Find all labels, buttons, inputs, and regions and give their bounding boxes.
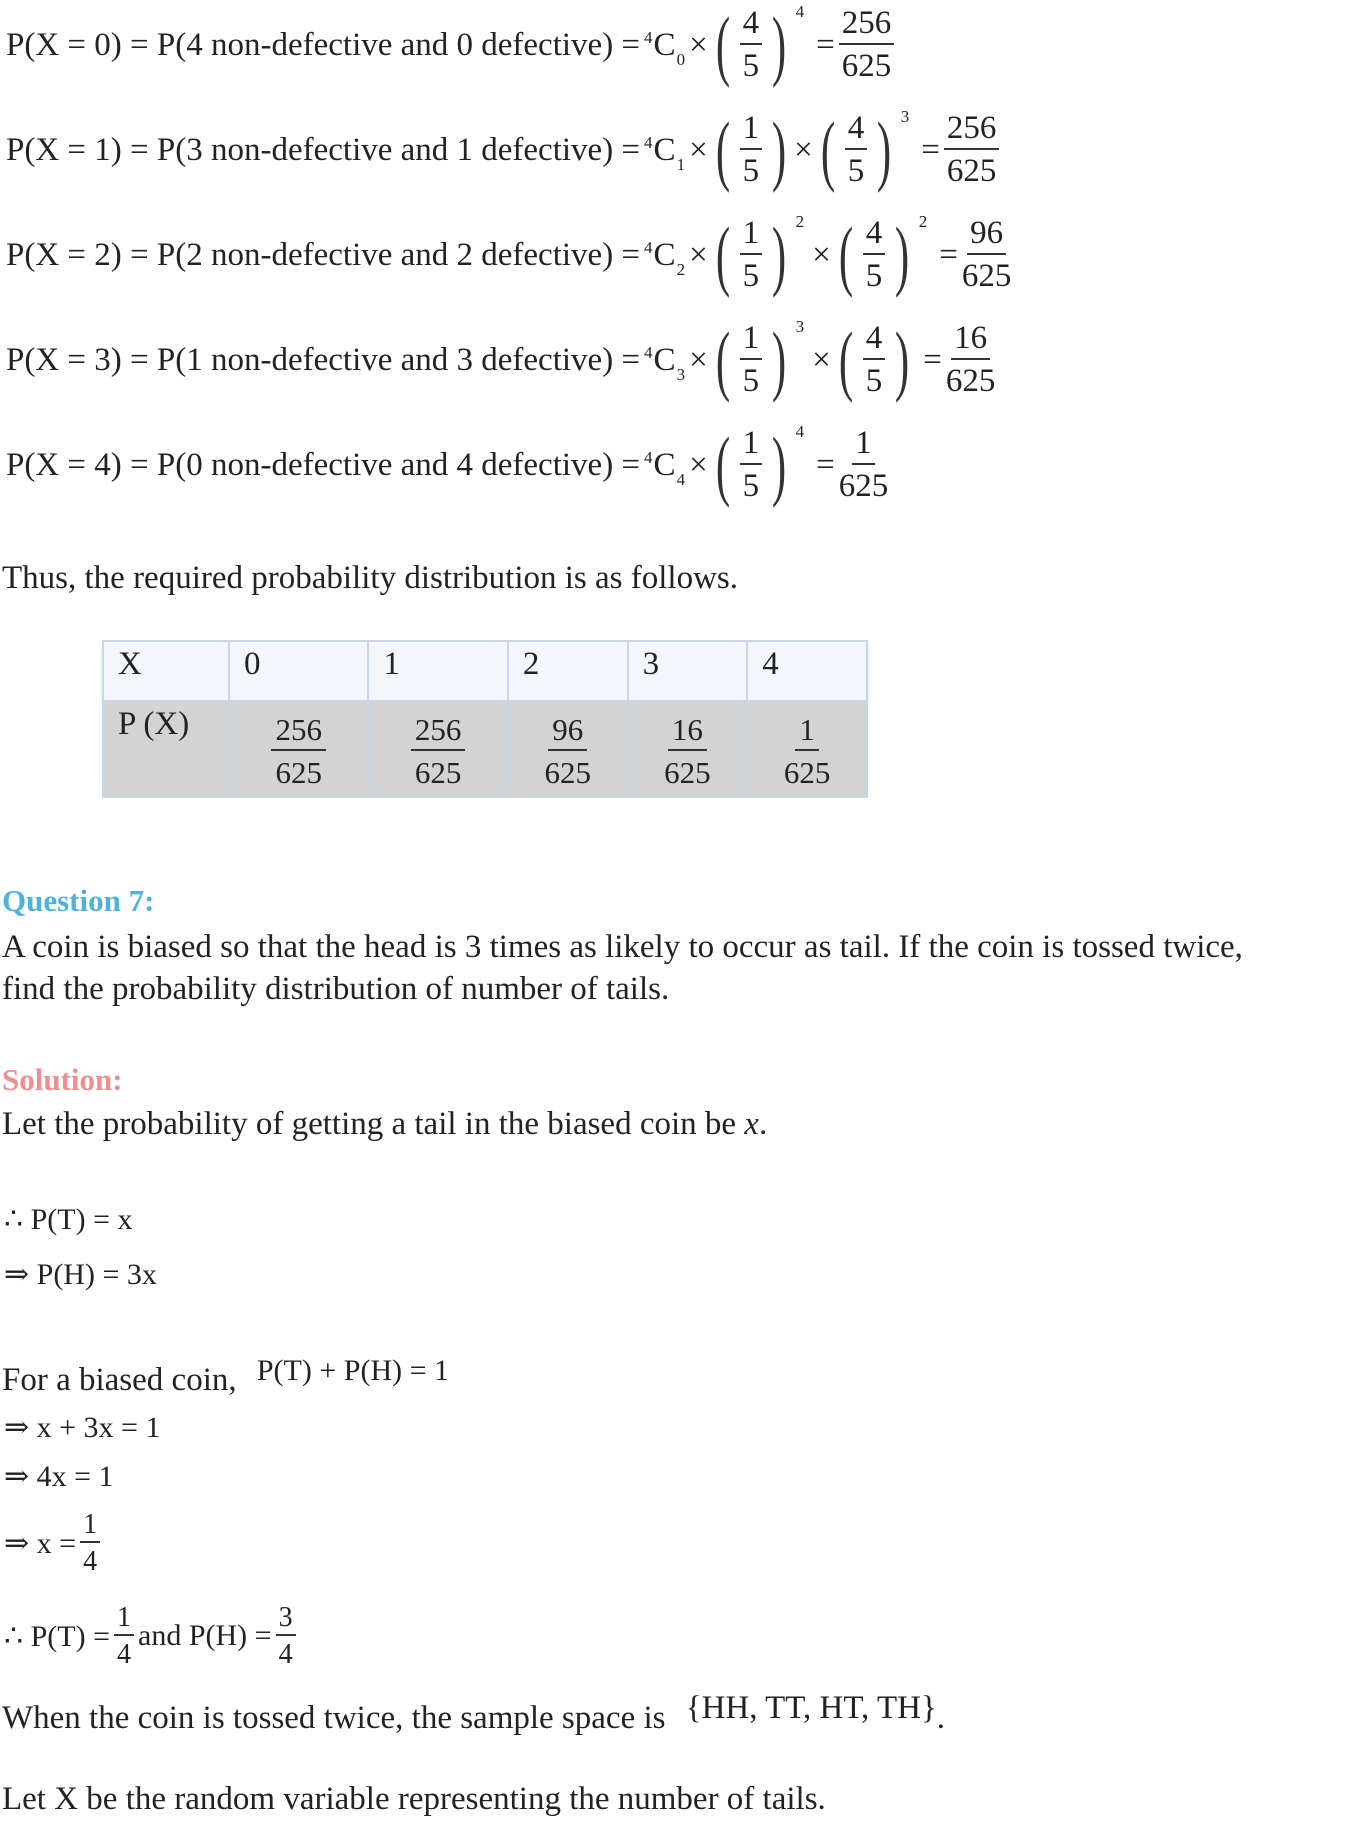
table-row — [103, 701, 867, 797]
table-cell: 2 — [508, 641, 628, 701]
fraction-power: ( $\frac{4}{5}$ ) 3 — [820, 106, 910, 193]
result-fraction: $\frac{16}{625}$ — [945, 320, 996, 399]
solution-line-1: Let the probability of getting a tail in the biased coin be x. — [2, 1106, 768, 1142]
result-fraction: $\frac{1}{625}$ — [838, 425, 889, 504]
fraction-power: ( $\frac{1}{5}$ ) 2 — [715, 211, 805, 298]
fraction-power: ( $\frac{1}{5}$ ) — [715, 106, 787, 193]
step-p-head: ⇒ P(H) = 3x — [4, 1258, 157, 1291]
question-line-1: A coin is biased so that the head is 3 times as likely to occur as tail. If the coin is tossed twice, — [2, 929, 1243, 965]
table-cell: 4 — [747, 641, 867, 701]
distribution-table — [102, 640, 868, 798]
step-x-value: ⇒ x = $\frac{1}{4}$ — [4, 1510, 104, 1577]
random-variable-line: Let X be the random variable representing the number of tails. — [2, 1781, 826, 1817]
question-line-2: find the probability distribution of number of tails. — [2, 971, 670, 1007]
equation-lhs: P(X = 4) = P(0 non-defective and 4 defective) = — [6, 446, 641, 483]
table-cell: $\frac{96}{625}$ — [508, 701, 628, 797]
sample-space-line: When the coin is tossed twice, the sample space is {HH, TT, HT, TH}. — [2, 1690, 946, 1736]
combination: 4 C 1 — [644, 131, 686, 174]
table-cell: $\frac{256}{625}$ — [368, 701, 507, 797]
equation-lhs: P(X = 2) = P(2 non-defective and 2 defective) = — [6, 236, 641, 273]
table-row — [103, 641, 867, 701]
combination: 4 C 4 — [644, 446, 686, 489]
combination: 4 C 0 — [644, 26, 686, 69]
fraction-power: ( $\frac{1}{5}$ ) 4 — [715, 421, 805, 508]
equation-lhs: P(X = 3) = P(1 non-defective and 3 defective) = — [6, 341, 641, 378]
combination: 4 C 2 — [644, 236, 686, 279]
table-header-label: X — [103, 641, 229, 701]
combination: 4 C 3 — [644, 341, 686, 384]
equation-p4: P(X = 4) = P(0 non-defective and 4 defective) = 4 C 4 × ( $\frac{1}{5}$ ) 4 = $\frac{1}{625}$ — [6, 421, 889, 508]
result-fraction: $\frac{256}{625}$ — [839, 6, 895, 83]
fraction-power: ( $\frac{4}{5}$ ) — [838, 316, 910, 403]
table-row-label: P (X) — [103, 701, 229, 797]
equation-p3: P(X = 3) = P(1 non-defective and 3 defective) = 4 C 3 × ( $\frac{1}{5}$ ) 3 × ( $\frac{4}{5}$ ) = $\frac{16}{625}$ — [6, 316, 996, 403]
result-fraction: $\frac{256}{625}$ — [944, 111, 1000, 188]
fraction-power: ( $\frac{4}{5}$ ) 2 — [838, 211, 928, 298]
sample-space-set: {HH, TT, HT, TH} — [685, 1690, 937, 1726]
distribution-intro: Thus, the required probability distribution is as follows. — [2, 560, 738, 596]
step-p-tail: ∴ P(T) = x — [4, 1203, 133, 1236]
equation-lhs: P(X = 1) = P(3 non-defective and 1 defective) = — [6, 131, 641, 168]
fraction-power: ( $\frac{1}{5}$ ) 3 — [715, 316, 805, 403]
equation-p1: P(X = 1) = P(3 non-defective and 1 defective) = 4 C 1 × ( $\frac{1}{5}$ ) × ( $\frac{4}{5}$ ) 3 = $\frac{256}{625}$ — [6, 111, 1003, 189]
equation-lhs: P(X = 0) = P(4 non-defective and 0 defective) = — [6, 26, 641, 63]
result-fraction: $\frac{96}{625}$ — [961, 215, 1012, 294]
table-cell: 1 — [368, 641, 507, 701]
question-title: Question 7: — [2, 883, 155, 918]
step-sum: ⇒ x + 3x = 1 — [4, 1411, 161, 1444]
table-cell: $\frac{16}{625}$ — [628, 701, 748, 797]
table-cell: 0 — [229, 641, 368, 701]
equation-p0: P(X = 0) = P(4 non-defective and 0 defective) = 4 C 0 × ( $\frac{4}{5}$ ) 4 = $\frac{256}{625}$ — [6, 6, 898, 84]
step-probabilities: ∴ P(T) = $\frac{1}{4}$ and P(H) = $\frac{3}{4}$ — [4, 1603, 300, 1670]
step-4x: ⇒ 4x = 1 — [4, 1460, 114, 1493]
biased-coin-line: For a biased coin, P(T) + P(H) = 1 — [2, 1354, 450, 1398]
table-cell: $\frac{1}{625}$ — [747, 701, 867, 797]
fraction-power: ( $\frac{4}{5}$ ) 4 — [715, 1, 805, 88]
equation-p2: P(X = 2) = P(2 non-defective and 2 defective) = 4 C 2 × ( $\frac{1}{5}$ ) 2 × ( $\frac{4}{5}$ ) 2 = $\frac{96}{625}$ — [6, 211, 1012, 298]
solution-title: Solution: — [2, 1062, 123, 1097]
table-cell: 3 — [628, 641, 748, 701]
table-cell: $\frac{256}{625}$ — [229, 701, 368, 797]
